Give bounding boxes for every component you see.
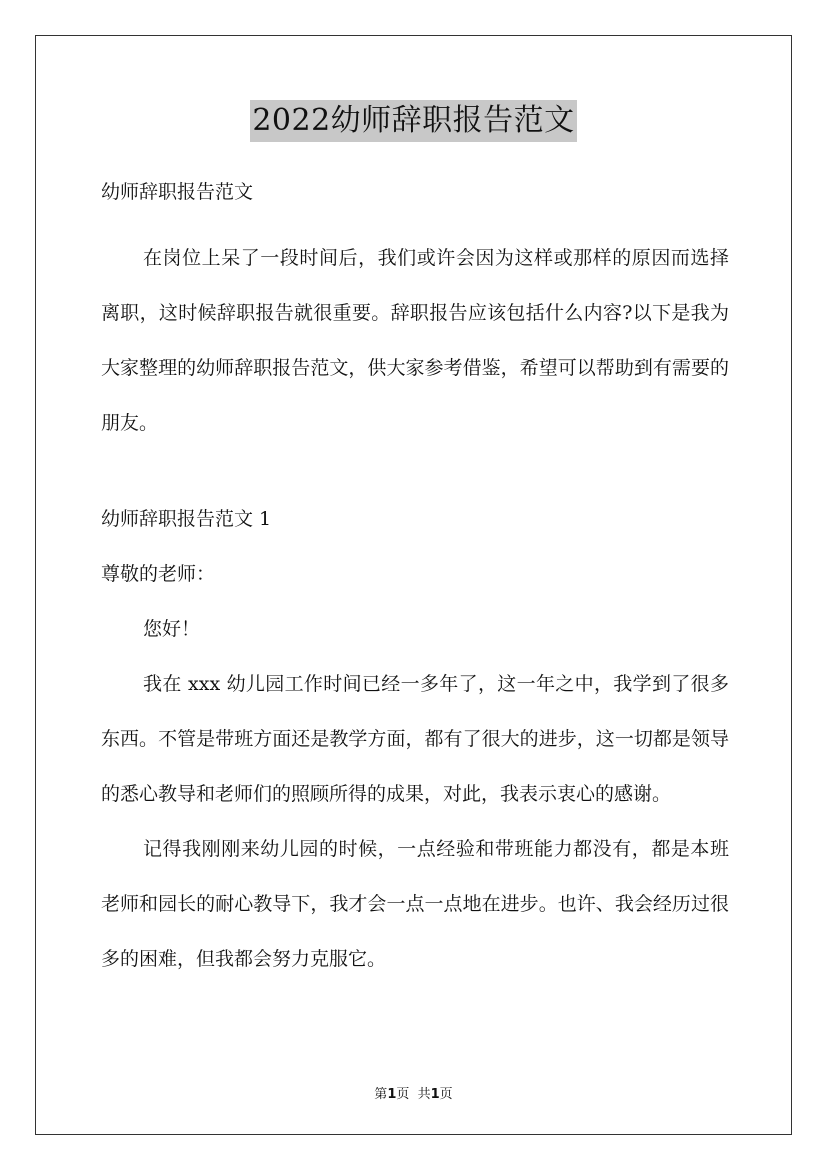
intro-heading: 幼师辞职报告范文 — [101, 181, 254, 203]
footer-mid: 页 共 — [396, 1087, 431, 1102]
footer-page-number: 1 — [387, 1087, 397, 1102]
document-title: 2022幼师辞职报告范文 — [250, 100, 576, 142]
intro-paragraph: 在岗位上呆了一段时间后，我们或许会因为这样或那样的原因而选择离职，这时候辞职报告就很重要。辞职报告应该包括什么内容?以下是我为大家整理的幼师辞职报告范文，供大家参考借鉴，希望可以帮助到有需要的朋友。 — [101, 247, 729, 434]
title-container — [0, 100, 827, 142]
footer-total-pages: 1 — [430, 1087, 440, 1102]
section-heading: 幼师辞职报告范文 1 — [101, 508, 272, 530]
greeting: 您好！ — [143, 618, 201, 640]
page-footer — [0, 1083, 827, 1102]
body-paragraph: 记得我刚刚来幼儿园的时候，一点经验和带班能力都没有，都是本班老师和园长的耐心教导下，我才会一点一点地在进步。也许、我会经历过很多的困难，但我都会努力克服它。 — [101, 838, 729, 970]
salutation: 尊敬的老师： — [101, 563, 216, 585]
body-paragraph: 我在 xxx 幼儿园工作时间已经一多年了，这一年之中，我学到了很多东西。不管是带班方面还是教学方面，都有了很大的进步，这一切都是领导的悉心教导和老师们的照顾所得的成果，对此，我表示衷心的感谢。 — [101, 673, 729, 805]
document-body — [101, 176, 729, 987]
footer-suffix: 页 — [439, 1087, 453, 1102]
footer-prefix: 第 — [374, 1087, 388, 1102]
